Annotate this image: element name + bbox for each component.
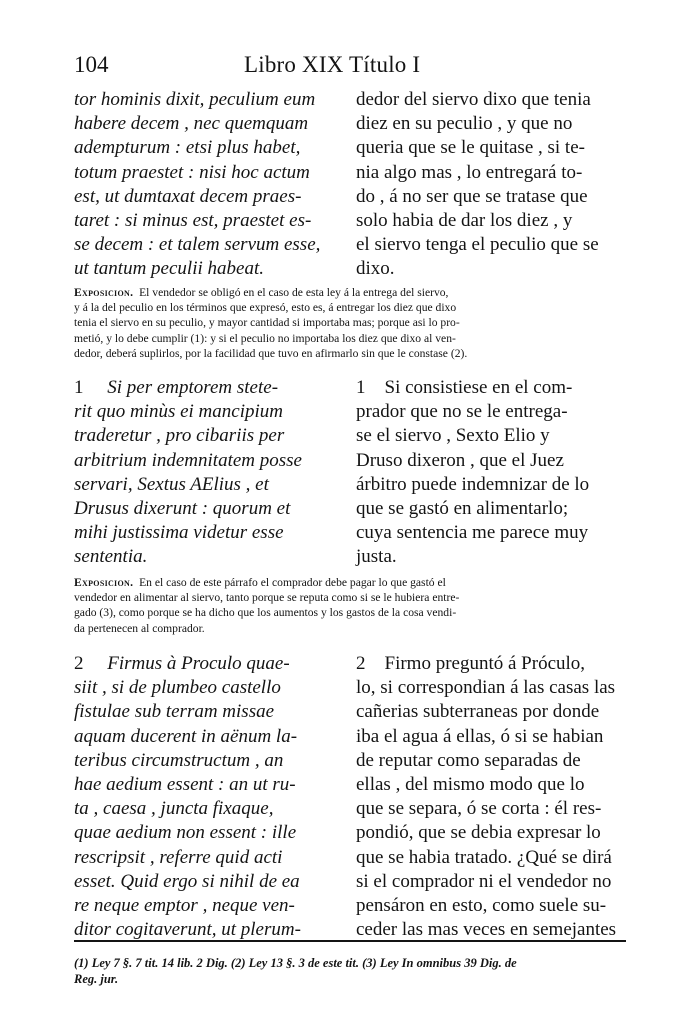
latin-line: sententia. [74, 546, 148, 568]
latin-line: ut tantum peculii habeat. [74, 258, 264, 280]
spanish-line: prador que no se le entrega- [356, 401, 568, 423]
spanish-line: que se separa, ó se corta : él res- [356, 798, 602, 820]
exposicion-line: En el caso de este párrafo el comprador debe pagar lo que gastó el [139, 576, 446, 589]
latin-line: totum praestet : nisi hoc actum [74, 161, 310, 183]
spanish-line: queria que se le quitase , si te- [356, 137, 585, 159]
exposicion-line: y á la del peculio en los términos que expresó, esto es, á entregar los diez que dixo [74, 301, 457, 315]
spanish-line: que se gastó en alimentarlo; [356, 498, 569, 520]
latin-line: est, ut dumtaxat decem praes- [74, 185, 302, 207]
spanish-line: do , á no ser que se tratase que [356, 185, 588, 207]
spanish-column [356, 88, 622, 282]
running-head [74, 50, 624, 86]
latin-line: adempturum : etsi plus habet, [74, 137, 301, 159]
latin-line: arbitrium indemnitatem posse [74, 449, 302, 471]
footnotes [74, 955, 624, 987]
latin-line: ditor cogitaverunt, ut plerum- [74, 919, 301, 941]
latin-line: esset. Quid ergo si nihil de ea [74, 870, 300, 892]
spanish-line: nia algo mas , lo entregará to- [356, 161, 583, 183]
latin-line: traderetur , pro cibariis per [74, 425, 285, 447]
exposicion-line: gado (3), como porque se ha dicho que los aumentos y los gastos de la cosa vendi- [74, 606, 457, 620]
latin-line: quae aedium non essent : ille [74, 822, 297, 844]
paragraph-number: 1 [356, 377, 366, 398]
spanish-line: dedor del siervo dixo que tenia [356, 89, 591, 110]
spanish-line: se el siervo , Sexto Elio y [356, 425, 550, 447]
spanish-line: cuya sentencia me parece muy [356, 522, 589, 544]
latin-line: tor hominis dixit, peculium eum [74, 89, 316, 110]
paragraph-number: 2 [356, 653, 366, 674]
spanish-line: solo habia de dar los diez , y [356, 210, 573, 232]
spanish-line: árbitro puede indemnizar de lo [356, 473, 590, 495]
spanish-line: Druso dixeron , que el Juez [356, 449, 564, 471]
paragraph-number: 1 [74, 377, 84, 398]
latin-line: hae aedium essent : an ut ru- [74, 774, 296, 796]
spanish-line: el siervo tenga el peculio que se [356, 234, 599, 256]
exposicion-note [74, 575, 622, 636]
latin-line: fistulae sub terram missae [74, 701, 275, 723]
paragraph-number: 2 [74, 653, 84, 674]
exposicion-line: El vendedor se obligó en el caso de esta ley á la entrega del siervo, [139, 286, 449, 299]
footnote-line: (1) Ley 7 §. 7 tit. 14 lib. 2 Dig. (2) Ley 13 §. 3 de este tit. (3) Ley In omnibus 39 Dig. de [74, 956, 517, 970]
exposicion-label: Exposicion. [74, 286, 134, 299]
running-title: Libro XIX Título I [244, 52, 421, 77]
exposicion-line: tenia el siervo en su peculio, y mayor cantidad si importaba mas; porque asi lo pro- [74, 316, 460, 330]
latin-line: Drusus dixerunt : quorum et [74, 498, 291, 520]
spanish-line: de reputar como separadas de [356, 749, 581, 771]
latin-line: Firmus à Proculo quae- [107, 653, 290, 674]
spanish-column [356, 652, 622, 942]
latin-column [74, 652, 350, 942]
spanish-line: dixo. [356, 258, 395, 280]
latin-line: rescripsit , referre quid acti [74, 846, 283, 868]
exposicion-label: Exposicion. [74, 576, 134, 589]
latin-line: siit , si de plumbeo castello [74, 677, 281, 699]
spanish-line: Si consistiese en el com- [384, 377, 573, 398]
spanish-line: ceder las mas veces en semejantes [356, 919, 617, 941]
spanish-line: lo, si correspondian á las casas las [356, 677, 616, 699]
latin-column [74, 376, 350, 570]
footnote-line: Reg. jur. [74, 972, 119, 986]
exposicion-line: metió, y lo debe cumplir (1): y si el peculio no importaba los diez que dixo al ven- [74, 331, 456, 345]
latin-line: rit quo minùs ei mancipium [74, 401, 283, 423]
spanish-column [356, 376, 622, 570]
latin-line: servari, Sextus AElius , et [74, 473, 269, 495]
footnote-divider [74, 940, 626, 942]
latin-line: mihi justissima videtur esse [74, 522, 284, 544]
latin-column [74, 88, 350, 282]
latin-line: re neque emptor , neque ven- [74, 895, 295, 917]
latin-line: taret : si minus est, praestet es- [74, 210, 312, 232]
spanish-line: ellas , del mismo modo que lo [356, 774, 585, 796]
spanish-line: que se habia tratado. ¿Qué se dirá [356, 846, 612, 868]
spanish-line: cañerias subterraneas por donde [356, 701, 600, 723]
latin-line: habere decem , nec quemquam [74, 113, 309, 135]
spanish-line: diez en su peculio , y que no [356, 113, 573, 135]
exposicion-line: da pertenecen al comprador. [74, 621, 205, 635]
exposicion-line: vendedor en alimentar al siervo, tanto porque se reputa como si se le hubiera entre- [74, 591, 460, 605]
exposicion-note [74, 285, 622, 361]
exposicion-line: dedor, deberá suplirlos, por la facilidad que tuvo en afirmarlo sin que le constase (2). [74, 346, 468, 360]
spanish-line: Firmo preguntó á Próculo, [384, 653, 586, 674]
spanish-line: si el comprador ni el vendedor no [356, 870, 612, 892]
latin-line: Si per emptorem stete- [107, 377, 279, 398]
latin-line: teribus circumstructum , an [74, 749, 284, 771]
spanish-line: pondió, que se debia expresar lo [356, 822, 601, 844]
spanish-line: pensáron en esto, como suele su- [356, 895, 607, 917]
spanish-line: justa. [356, 546, 397, 568]
spanish-line: iba el agua á ellas, ó si se habian [356, 725, 604, 747]
latin-line: aquam ducerent in aënum la- [74, 725, 298, 747]
latin-line: se decem : et talem servum esse, [74, 234, 321, 256]
latin-line: ta , caesa , juncta fixaque, [74, 798, 274, 820]
page-number: 104 [74, 52, 109, 77]
